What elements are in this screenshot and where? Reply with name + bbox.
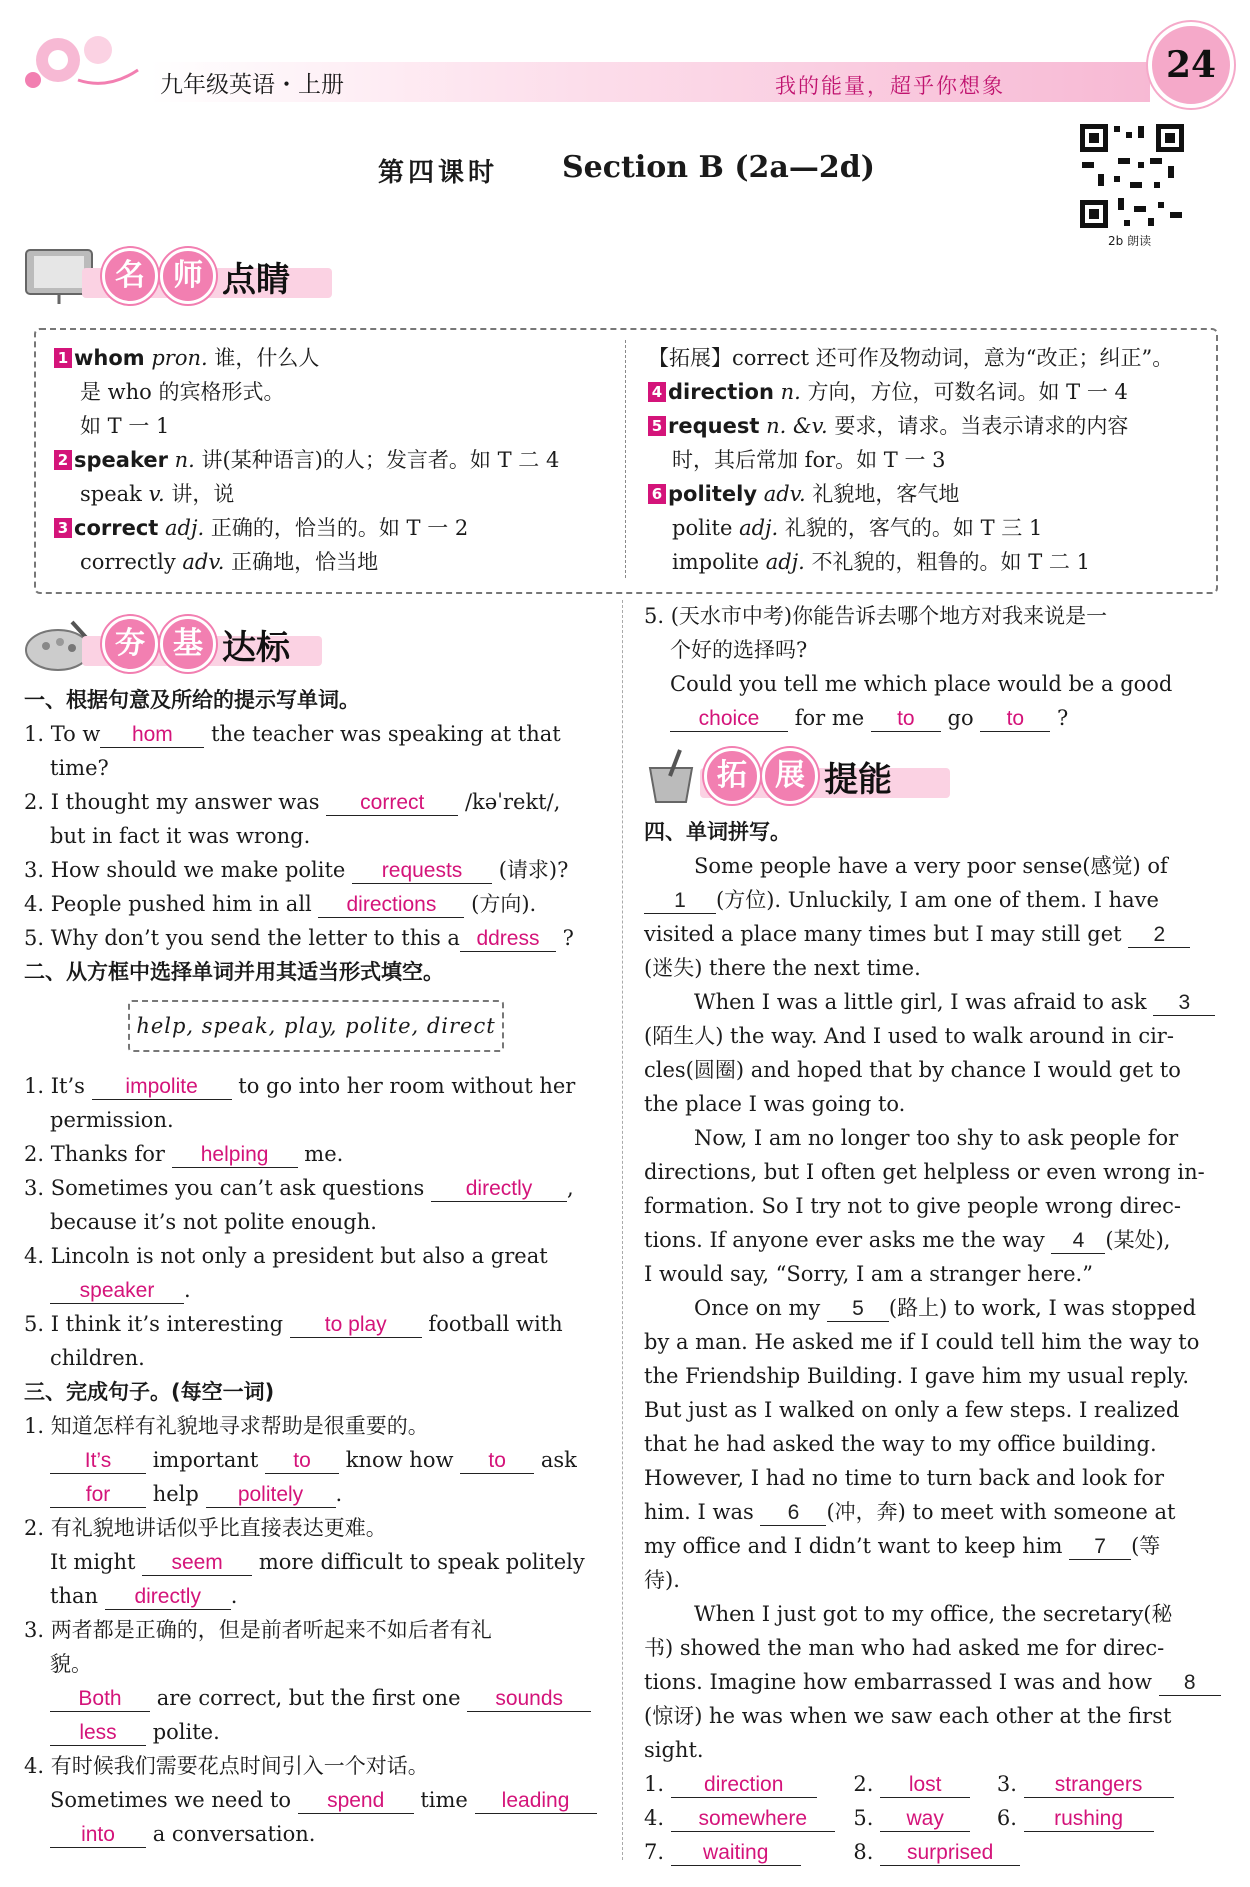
p1-q2: 2. I thought my answer was correct /kəˈrekt/, xyxy=(24,790,561,814)
passage-line-15: by a man. He asked me if I could tell him the way to xyxy=(644,1330,1200,1354)
p1-q1-answer[interactable]: hom xyxy=(100,723,204,748)
p3-q3-line1: Both are correct, but the first one sounds xyxy=(50,1684,591,1712)
p3-q1-line2: for help politely . xyxy=(50,1480,342,1508)
p2-q5-answer[interactable]: to play xyxy=(290,1313,422,1338)
page-number-badge: 24 xyxy=(1148,22,1234,108)
note-3-extension: 【拓展】correct 还可作及物动词，意为“改正；纠正”。 xyxy=(648,346,1174,370)
p2-q5-line2: children. xyxy=(50,1346,145,1370)
passage-blank-8[interactable]: 8 xyxy=(1159,1671,1221,1696)
p3-q1-line1: It’s important to know how to ask xyxy=(50,1446,577,1474)
p3-q2-line1: It might seem more difficult to speak politely xyxy=(50,1550,585,1574)
p3-q1-answer-5[interactable]: politely xyxy=(206,1483,336,1508)
p3-q1-answer-3[interactable]: to xyxy=(460,1449,534,1474)
p3-q3-line2: less polite. xyxy=(50,1718,220,1746)
p3-q3-answer-2[interactable]: sounds xyxy=(467,1687,591,1712)
p3-q3-answer-3[interactable]: less xyxy=(50,1721,146,1746)
answer-1[interactable]: direction xyxy=(671,1773,817,1798)
passage-line-11: formation. So I try not to give people wrong direc- xyxy=(644,1194,1181,1218)
p2-q2-answer[interactable]: helping xyxy=(172,1143,298,1168)
note-6-line2: polite adj. 礼貌的，客气的。如 T 三 1 xyxy=(672,516,1043,540)
passage-line-23: When I just got to my office, the secretary(秘 xyxy=(694,1602,1173,1626)
answer-8[interactable]: surprised xyxy=(880,1841,1020,1866)
p1-q4: 4. People pushed him in all directions (方向). xyxy=(24,892,537,916)
p3-q1-answer-2[interactable]: to xyxy=(265,1449,339,1474)
passage-blank-3[interactable]: 3 xyxy=(1153,991,1215,1016)
note-1-line2: 是 who 的宾格形式。 xyxy=(80,380,285,404)
answer-row-1: 1. direction 2. lost 3. strangers xyxy=(644,1770,1174,1798)
p3-q5-answer-1[interactable]: choice xyxy=(670,707,788,732)
p3-q5-line2: 个好的选择吗? xyxy=(670,638,808,662)
passage-line-2: 1 (方位). Unluckily, I am one of them. I have xyxy=(644,886,1159,914)
note-2-line2: speak v. 讲，说 xyxy=(80,482,235,506)
passage-line-12: tions. If anyone ever asks me the way 4 (某处), xyxy=(644,1228,1171,1252)
p3-q5-line4: choice for me to go to ? xyxy=(670,704,1068,732)
notes-divider xyxy=(625,340,626,578)
word-box-text: help, speak, play, polite, direct xyxy=(136,1014,496,1038)
p3-q4-cn: 4. 有时候我们需要花点时间引入一个对话。 xyxy=(24,1754,429,1778)
column-divider xyxy=(622,600,623,1860)
part3-title: 三、完成句子。(每空一词) xyxy=(24,1380,275,1404)
passage-line-7: cles(圆圈) and hoped that by chance I would get to xyxy=(644,1058,1181,1082)
passage-line-25: tions. Imagine how embarrassed I was and how 8 xyxy=(644,1668,1221,1696)
p2-q4-line2: speaker . xyxy=(50,1276,191,1304)
passage-line-18: that he had asked the way to my office building. xyxy=(644,1432,1157,1456)
note-1: 1 whom pron. 谁，什么人 xyxy=(54,344,319,372)
p3-q1-answer-4[interactable]: for xyxy=(50,1483,146,1508)
p3-q2-line2: than directly . xyxy=(50,1584,238,1608)
passage-line-24: 书) showed the man who had asked me for direc- xyxy=(644,1636,1165,1660)
p3-q5-line1: 5. (天水市中考)你能告诉去哪个地方对我来说是一 xyxy=(644,604,1108,628)
p2-q1-line2: permission. xyxy=(50,1108,174,1132)
p3-q4-line1: Sometimes we need to spend time leading xyxy=(50,1786,597,1814)
answer-6[interactable]: rushing xyxy=(1024,1807,1154,1832)
p2-q4: 4. Lincoln is not only a president but also a great xyxy=(24,1244,548,1268)
note-3: 3 correct adj. 正确的，恰当的。如 T 一 2 xyxy=(54,514,468,542)
passage-line-10: directions, but I often get helpless or even wrong in- xyxy=(644,1160,1205,1184)
p3-q4-answer-1[interactable]: spend xyxy=(298,1789,414,1814)
p1-q4-answer[interactable]: directions xyxy=(318,893,464,918)
passage-blank-5[interactable]: 5 xyxy=(827,1297,889,1322)
note-6: 6 politely adv. 礼貌地，客气地 xyxy=(648,480,959,508)
p2-q2: 2. Thanks for helping me. xyxy=(24,1142,344,1166)
p3-q1-cn: 1. 知道怎样有礼貌地寻求帮助是很重要的。 xyxy=(24,1414,429,1438)
section-heading-mingshi: 名 师 点睛 xyxy=(22,246,342,306)
passage-line-27: sight. xyxy=(644,1738,704,1762)
answer-4[interactable]: somewhere xyxy=(671,1807,835,1832)
lesson-title-cn: 第四课时 xyxy=(378,158,499,188)
p3-q5-line3: Could you tell me which place would be a good xyxy=(670,672,1173,696)
p2-q3-line2: because it’s not polite enough. xyxy=(50,1210,377,1234)
passage-line-3: visited a place many times but I may still get 2 xyxy=(644,920,1190,948)
passage-blank-2[interactable]: 2 xyxy=(1128,923,1190,948)
p1-q5-answer[interactable]: ddress xyxy=(460,927,556,952)
p2-q3-answer[interactable]: directly xyxy=(431,1177,567,1202)
passage-line-1: Some people have a very poor sense(感觉) of xyxy=(694,854,1168,878)
passage-line-8: the place I was going to. xyxy=(644,1092,906,1116)
p3-q3-answer-1[interactable]: Both xyxy=(50,1687,150,1712)
section-heading-hangji: 夯 基 达标 xyxy=(22,614,322,674)
qr-code-icon[interactable] xyxy=(1078,122,1186,230)
p3-q5-answer-2[interactable]: to xyxy=(871,707,941,732)
p1-q1-line2: time? xyxy=(50,756,109,780)
part1-title: 一、根据句意及所给的提示写单词。 xyxy=(24,688,360,712)
passage-line-5: When I was a little girl, I was afraid to ask 3 xyxy=(694,988,1215,1016)
note-5-line2: 时，其后常加 for。如 T 一 3 xyxy=(672,448,946,472)
note-2: 2 speaker n. 讲(某种语言)的人；发言者。如 T 二 4 xyxy=(54,446,559,474)
p3-q2-cn: 2. 有礼貌地讲话似乎比直接表达更难。 xyxy=(24,1516,387,1540)
passage-line-20: him. I was 6 (冲，奔) to meet with someone at xyxy=(644,1500,1176,1524)
passage-line-22: 待). xyxy=(644,1568,680,1592)
note-1-line3: 如 T 一 1 xyxy=(80,414,170,438)
note-6-line3: impolite adj. 不礼貌的，粗鲁的。如 T 二 1 xyxy=(672,550,1090,574)
paint-bucket-icon xyxy=(640,746,704,806)
p3-q2-answer-1[interactable]: seem xyxy=(142,1551,252,1576)
passage-blank-6[interactable]: 6 xyxy=(760,1501,826,1526)
note-3-line2: correctly adv. 正确地，恰当地 xyxy=(80,550,379,574)
answer-row-2: 4. somewhere 5. way 6. rushing xyxy=(644,1804,1154,1832)
p1-q3-answer[interactable]: requests xyxy=(352,859,492,884)
p1-q1: 1. To w hom the teacher was speaking at that xyxy=(24,722,561,746)
passage-line-9: Now, I am no longer too shy to ask people for xyxy=(694,1126,1179,1150)
p1-q3: 3. How should we make polite requests (请求)? xyxy=(24,858,569,882)
p3-q3-cn: 3. 两者都是正确的，但是前者听起来不如后者有礼 xyxy=(24,1618,492,1642)
p2-q1: 1. It’s impolite to go into her room without her xyxy=(24,1074,576,1098)
p3-q4-answer-3[interactable]: into xyxy=(50,1823,146,1848)
p3-q2-answer-2[interactable]: directly xyxy=(105,1585,231,1610)
lesson-title-en: Section B (2a—2d) xyxy=(562,150,875,185)
p3-q3-cn2: 貌。 xyxy=(50,1652,92,1676)
p2-q5: 5. I think it’s interesting to play football with xyxy=(24,1312,563,1336)
p2-q4-answer[interactable]: speaker xyxy=(50,1279,184,1304)
p2-q1-answer[interactable]: impolite xyxy=(92,1075,232,1100)
passage-line-16: the Friendship Building. I gave him my usual reply. xyxy=(644,1364,1190,1388)
passage-blank-7[interactable]: 7 xyxy=(1069,1535,1131,1560)
p1-q2-answer[interactable]: correct xyxy=(326,791,458,816)
qr-caption: 2b 朗读 xyxy=(1108,234,1152,248)
p2-q3: 3. Sometimes you can’t ask questions directly , xyxy=(24,1176,574,1200)
passage-line-26: (惊讶) he was when we saw each other at the first xyxy=(644,1704,1172,1728)
answer-2[interactable]: lost xyxy=(880,1773,970,1798)
section-heading-tuozhan: 拓 展 提能 xyxy=(640,746,940,806)
p1-q5: 5. Why don’t you send the letter to this a ddress ? xyxy=(24,926,574,950)
note-5: 5 request n. &v. 要求，请求。当表示请求的内容 xyxy=(648,412,1128,440)
passage-line-21: my office and I didn’t want to keep him 7 (等 xyxy=(644,1534,1161,1558)
answer-7[interactable]: waiting xyxy=(671,1841,801,1866)
p3-q4-answer-2[interactable]: leading xyxy=(475,1789,597,1814)
p3-q5-answer-3[interactable]: to xyxy=(980,707,1050,732)
p3-q1-answer-1[interactable]: It’s xyxy=(50,1449,146,1474)
passage-line-6: (陌生人) the way. And I used to walk around in cir- xyxy=(644,1024,1174,1048)
slogan: 我的能量，超乎你想象 xyxy=(775,74,1005,98)
passage-line-19: However, I had no time to turn back and look for xyxy=(644,1466,1164,1490)
p3-q4-line2: into a conversation. xyxy=(50,1820,315,1848)
part4-title: 四、单词拼写。 xyxy=(644,820,791,844)
passage-blank-1[interactable]: 1 xyxy=(644,889,716,914)
answer-row-3: 7. waiting 8. surprised xyxy=(644,1838,1020,1866)
passage-line-4: (迷失) there the next time. xyxy=(644,956,921,980)
floral-ornament-icon xyxy=(18,20,148,100)
book-title: 九年级英语・上册 xyxy=(160,72,344,98)
passage-blank-4[interactable]: 4 xyxy=(1051,1229,1105,1254)
p1-q2-line2: but in fact it was wrong. xyxy=(50,824,311,848)
answer-3[interactable]: strangers xyxy=(1024,1773,1174,1798)
part2-title: 二、从方框中选择单词并用其适当形式填空。 xyxy=(24,960,444,984)
word-box xyxy=(128,1000,504,1052)
passage-line-14: Once on my 5 (路上) to work, I was stopped xyxy=(694,1296,1197,1320)
passage-line-13: I would say, “Sorry, I am a stranger here.” xyxy=(644,1262,1093,1286)
note-4: 4 direction n. 方向，方位，可数名词。如 T 一 4 xyxy=(648,378,1128,406)
passage-line-17: But just as I walked on only a few steps. I realized xyxy=(644,1398,1180,1422)
answer-5[interactable]: way xyxy=(880,1807,970,1832)
